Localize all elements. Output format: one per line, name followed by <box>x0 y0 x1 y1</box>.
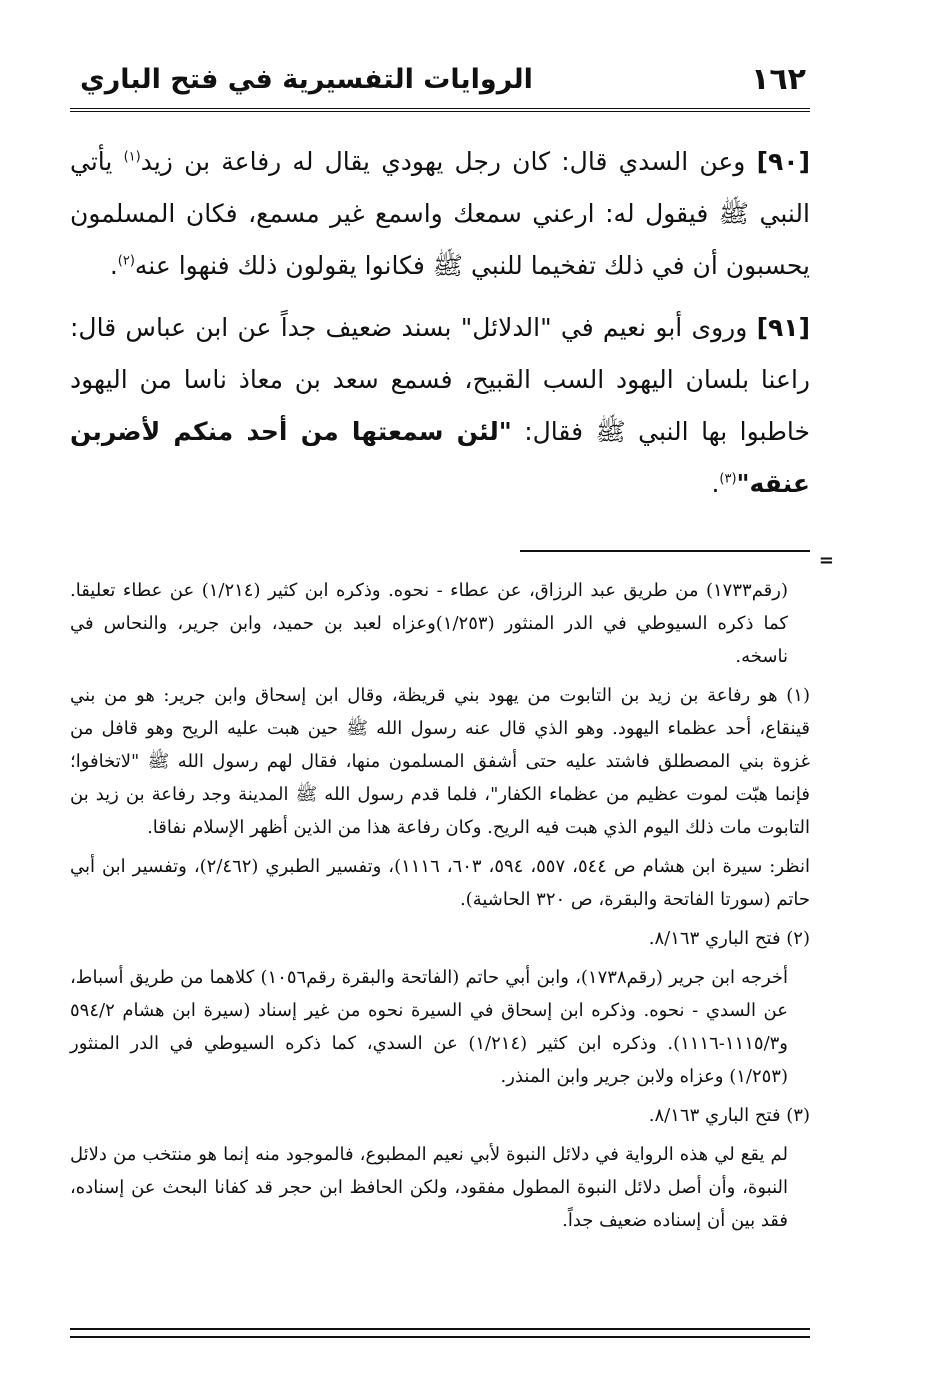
footnote-3: لم يقع لي هذه الرواية في دلائل النبوة لأبي نعيم المطبوع، فالموجود منه إنما هو منتخب من دلائل النبوة، وأن أصل دلائل النبوة المطول مفقود، ولكن الحافظ ابن حجر قد كفانا البحث عن إسناده، فقد بين أن إسناده ضعيف جداً. <box>70 1144 788 1231</box>
paragraph-91 <box>70 302 810 510</box>
narration-number: [٩٠] <box>756 147 810 176</box>
bottom-rule <box>70 1328 810 1338</box>
footnote-ref: (٣) <box>719 471 737 487</box>
page-header <box>70 58 810 112</box>
hadith-quote: "لئن سمعتها من أحد منكم لأضربن عنقه" <box>70 417 810 498</box>
footnote-ref: (٢) <box>117 253 135 269</box>
footnote-1-refs: انظر: سيرة ابن هشام ص ٥٤٤، ٥٥٧، ٥٩٤، ٦٠٣، ١١١٦)، وتفسير الطبري (٢/٤٦٢)، وتفسير ابن أبي حاتم (سورتا الفاتحة والبقرة، ص ٣٢٠ الحاشية). <box>70 856 811 910</box>
book-page <box>70 58 834 1338</box>
paragraph-text: يأتي النبي ﷺ فيقول له: ارعني سمعك واسمع غير مسمع، فكان المسلمون يحسبون أن في ذلك تفخيما للنبي ﷺ فكانوا يقولون ذلك فنهوا عنه <box>70 147 810 280</box>
paragraph-text: وروى أبو نعيم في "الدلائل" بسند ضعيف جداً عن ابن عباس قال: راعنا بلسان اليهود السب القبيح، فسمع سعد بن معاذ ناسا من اليهود خاطبوا بها النبي ﷺ فقال: <box>70 313 810 446</box>
footnote-2-label: (٢) فتح الباري ٨/١٦٣. <box>648 928 810 949</box>
footnote-3-label: (٣) فتح الباري ٨/١٦٣. <box>648 1105 810 1126</box>
page-number: ١٦٢ <box>751 62 806 97</box>
footnote-continuation: (رقم١٧٣٣) من طريق عبد الرزاق، عن عطاء - نحوه. وذكره ابن كثير (١/٢١٤) عن عطاء تعليقا. كما ذكره السيوطي في الدر المنثور (١/٢٥٣)وعزاه لعبد بن حميد، وابن جرير، والنحاس في ناسخه. <box>70 580 788 667</box>
footnote-2: أخرجه ابن جرير (رقم١٧٣٨)، وابن أبي حاتم (الفاتحة والبقرة رقم١٠٥٦) كلاهما من طريق أسباط، عن السدي - نحوه. وذكره ابن إسحاق في السيرة نحوه من غير إسناد (سيرة ابن هشام ٥٩٤/٢ و١١١٥/٣-١١١٦). وذكره ابن كثير (١/٢١٤) عن السدي، كما ذكره السيوطي في الدر المنثور (١/٢٥٣) وعزاه ولابن جرير وابن المنذر. <box>70 967 788 1087</box>
narration-number: [٩١] <box>756 313 810 342</box>
paragraph-text: وعن السدي قال: كان رجل يهودي يقال له رفاعة بن زيد <box>140 147 746 176</box>
running-title: الروايات التفسيرية في فتح الباري <box>80 64 533 95</box>
paragraph-90 <box>70 136 810 292</box>
continuation-mark: = <box>818 550 834 571</box>
paragraph-end: . <box>109 251 118 280</box>
footnote-1: (١) هو رفاعة بن زيد بن التابوت من يهود بني قريظة، وقال ابن إسحاق وابن جرير: هو من بني قينقاع، أحد عظماء اليهود. وهو الذي قال عنه رسول الله ﷺ حين هبت عليه الريح وهو قافل من غزوة بني المصطلق فاشتد عليه حتى أشفق المسلمون منها، فقال لهم رسول الله ﷺ "لاتخافوا؛ فإنما هبّت لموت عظيم من عظماء الكفار"، فلما قدم رسول الله ﷺ المدينة وجد رفاعة بن زيد بن التابوت مات ذلك اليوم الذي هبت فيه الريح. وكان رفاعة هذا من الذين أظهر الإسلام نفاقا. <box>70 685 810 838</box>
paragraph-end: . <box>711 469 720 498</box>
main-text <box>70 136 810 510</box>
footnote-ref: (١) <box>123 149 141 165</box>
footnote-separator <box>520 550 834 571</box>
footnotes <box>70 574 810 1237</box>
